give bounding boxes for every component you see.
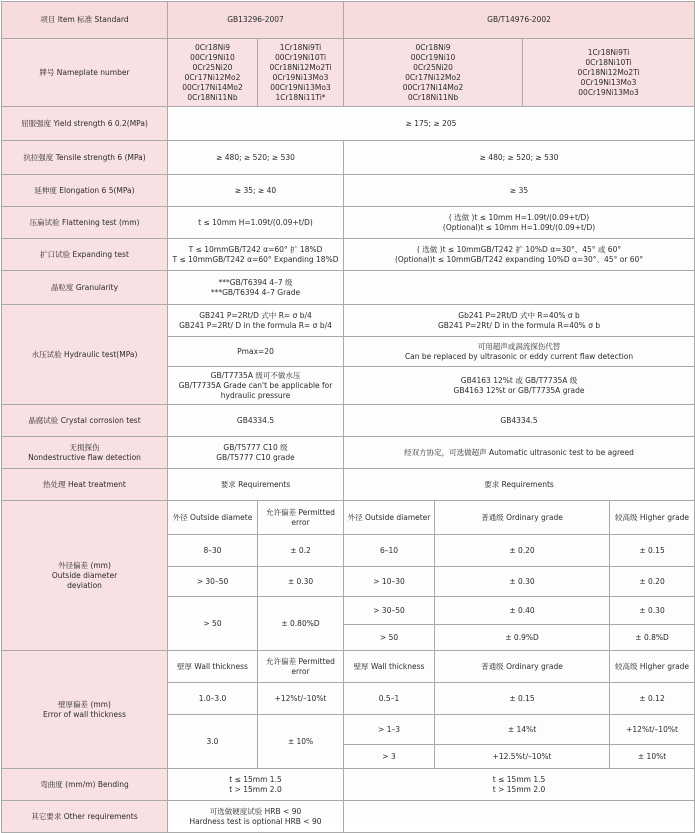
tensile-label: 抗拉强度 Tensile strength 6 (MPa) (2, 141, 168, 175)
wall-gb1-tol: +12%t/–10%t (258, 683, 344, 715)
hydraulic-gb1-pmax: Pmax=20 (168, 337, 344, 367)
wall-gb1-tol: ± 10% (258, 715, 344, 769)
wall-gb2-higher-header: 较高级 Higher grade (610, 651, 695, 683)
heat-gb2: 要求 Requirements (344, 469, 695, 501)
od-gb2-higher: ± 0.30 (610, 597, 695, 625)
flattening-row (2, 207, 695, 239)
other-gb2 (344, 801, 695, 833)
wall-gb2-size: 0.5–1 (344, 683, 435, 715)
wall-gb2-higher: +12%t/–10%t (610, 715, 695, 745)
wall-label: 壁厚偏差 (mm) Error of wall thickness (2, 651, 168, 769)
heat-label: 热处理 Heat treatment (2, 469, 168, 501)
bending-row (2, 769, 695, 801)
nameplate-row (2, 39, 695, 107)
gb1-grades-a: 0Cr18Ni9 00Cr19Ni10 0Cr25Ni20 0Cr17Ni12Mo2 00Cr17Ni14Mo2 0Cr18Ni11Nb (168, 39, 258, 107)
hydraulic-gb1-note: GB/T7735A 级可不做水压 GB/T7735A Grade can't be applicable for hydraulic pressure (168, 367, 344, 405)
other-gb1: 可选做硬度试验 HRB < 90 Hardness test is optional HRB < 90 (168, 801, 344, 833)
crystal-label: 晶腐试验 Crystal corrosion test (2, 405, 168, 437)
od-gb2-higher: ± 0.8%D (610, 625, 695, 651)
gb2-grades-b: 1Cr18Ni9Ti 0Cr18Ni10Ti 0Cr18Ni12Mo2Ti 0Cr19Ni13Mo3 00Cr19Ni13Mo3 (523, 39, 695, 107)
od-gb2-ordinary: ± 0.30 (435, 567, 610, 597)
standard-1-header: GB13296-2007 (168, 2, 344, 39)
expanding-label: 扩口试验 Expanding test (2, 239, 168, 271)
crystal-row (2, 405, 695, 437)
wall-gb2-size: > 1–3 (344, 715, 435, 745)
heat-gb1: 要求 Requirements (168, 469, 344, 501)
item-standard-header: 项目 Item 标准 Standard (2, 2, 168, 39)
wall-gb2-ordinary: ± 0.15 (435, 683, 610, 715)
od-gb2-ordinary-header: 普通级 Ordinary grade (435, 501, 610, 535)
yield-value: ≥ 175; ≥ 205 (168, 107, 695, 141)
granularity-gb2 (344, 271, 695, 305)
header-row (2, 2, 695, 39)
od-gb1-size-header: 外径 Outside diamete (168, 501, 258, 535)
yield-row (2, 107, 695, 141)
granularity-gb1: ***GB/T6394 4–7 级 ***GB/T6394 4–7 Grade (168, 271, 344, 305)
hydraulic-gb2-note: GB4163 12%t 或 GB/T7735A 级 GB4163 12%t or GB/T7735A grade (344, 367, 695, 405)
flattening-gb1: t ≤ 10mm H=1.09t/(0.09+t/D) (168, 207, 344, 239)
other-label: 其它要求 Other requirements (2, 801, 168, 833)
wall-gb1-size: 1.0–3.0 (168, 683, 258, 715)
od-gb2-ordinary: ± 0.9%D (435, 625, 610, 651)
heat-row (2, 469, 695, 501)
od-gb2-size: 6–10 (344, 535, 435, 567)
granularity-label: 晶粒度 Granularity (2, 271, 168, 305)
flattening-label: 压扁试验 Flattening test (mm) (2, 207, 168, 239)
flattening-gb2: ( 选做 )t ≤ 10mm H=1.09t/(0.09+t/D) (Optional)t ≤ 10mm H=1.09t/(0.09+t/D) (344, 207, 695, 239)
od-header-row (2, 501, 695, 535)
od-gb1-tol: ± 0.2 (258, 535, 344, 567)
wall-gb2-higher: ± 10%t (610, 745, 695, 769)
wall-gb1-size: 3.0 (168, 715, 258, 769)
od-gb2-size: > 50 (344, 625, 435, 651)
wall-gb2-size-header: 壁厚 Wall thickness (344, 651, 435, 683)
bending-label: 弯曲度 (mm/m) Bending (2, 769, 168, 801)
crystal-gb1: GB4334.5 (168, 405, 344, 437)
bending-gb2: t ≤ 15mm 1.5 t > 15mm 2.0 (344, 769, 695, 801)
od-gb2-size: > 30–50 (344, 597, 435, 625)
wall-gb2-ordinary-header: 普通级 Ordinary grade (435, 651, 610, 683)
expanding-gb1: T ≤ 10mmGB/T242 α=60° 扩 18%D T ≤ 10mmGB/T242 α=60° Expanding 18%D (168, 239, 344, 271)
tensile-row (2, 141, 695, 175)
standard-2-header: GB/T14976-2002 (344, 2, 695, 39)
od-gb2-size: > 10–30 (344, 567, 435, 597)
wall-gb1-size-header: 壁厚 Wall thickness (168, 651, 258, 683)
tensile-gb2: ≥ 480; ≥ 520; ≥ 530 (344, 141, 695, 175)
od-gb1-tol: ± 0.80%D (258, 597, 344, 651)
wall-gb1-tol-header: 允许偏差 Permitted error (258, 651, 344, 683)
hydraulic-label: 水压试验 Hydraulic test(MPa) (2, 305, 168, 405)
elongation-label: 延伸度 Elongation 6 5(MPa) (2, 175, 168, 207)
od-gb1-tol-header: 允许偏差 Permitted error (258, 501, 344, 535)
od-gb2-size-header: 外径 Outside diameter (344, 501, 435, 535)
hydraulic-gb1-formula: GB241 P=2Rt/D 式中 R= σ b/4 GB241 P=2Rt/ D in the formula R= σ b/4 (168, 305, 344, 337)
elongation-gb2: ≥ 35 (344, 175, 695, 207)
granularity-row (2, 271, 695, 305)
bending-gb1: t ≤ 15mm 1.5 t > 15mm 2.0 (168, 769, 344, 801)
od-gb2-higher: ± 0.20 (610, 567, 695, 597)
expanding-row (2, 239, 695, 271)
ndt-gb2: 经双方协定，可选做超声 Automatic ultrasonic test to be agreed (344, 437, 695, 469)
od-gb1-size: > 50 (168, 597, 258, 651)
spec-table (1, 1, 695, 833)
ndt-label: 无损探伤 Nondestructive flaw detection (2, 437, 168, 469)
tensile-gb1: ≥ 480; ≥ 520; ≥ 530 (168, 141, 344, 175)
nameplate-label: 牌号 Nameplate number (2, 39, 168, 107)
wall-gb2-ordinary: +12.5%t/–10%t (435, 745, 610, 769)
expanding-gb2: ( 选做 )t ≤ 10mmGB/T242 扩 10%D α=30°、45° 或 60° (Optional)t ≤ 10mmGB/T242 expanding 10%D α=30°、45° or 60° (344, 239, 695, 271)
od-gb1-tol: ± 0.30 (258, 567, 344, 597)
hydraulic-gb2-replace: 可用超声或涡流探伤代替 Can be replaced by ultrasonic or eddy current flaw detection (344, 337, 695, 367)
wall-header-row (2, 651, 695, 683)
od-label: 外径偏差 (mm) Outside diameter deviation (2, 501, 168, 651)
od-gb2-higher-header: 较高级 Higher grade (610, 501, 695, 535)
od-gb1-size: 8–30 (168, 535, 258, 567)
wall-gb2-ordinary: ± 14%t (435, 715, 610, 745)
od-gb1-size: > 30–50 (168, 567, 258, 597)
wall-gb2-higher: ± 0.12 (610, 683, 695, 715)
elongation-gb1: ≥ 35; ≥ 40 (168, 175, 344, 207)
gb2-grades-a: 0Cr18Ni9 00Cr19Ni10 0Cr25Ni20 0Cr17Ni12Mo2 00Cr17Ni14Mo2 0Cr18Ni11Nb (344, 39, 523, 107)
ndt-row (2, 437, 695, 469)
ndt-gb1: GB/T5777 C10 级 GB/T5777 C10 grade (168, 437, 344, 469)
elongation-row (2, 175, 695, 207)
gb1-grades-b: 1Cr18Ni9Ti 00Cr19Ni10Ti 0Cr18Ni12Mo2Ti 0Cr19Ni13Mo3 00Cr19Ni13Mo3 1Cr18Ni11Ti* (258, 39, 344, 107)
od-gb2-ordinary: ± 0.40 (435, 597, 610, 625)
hydraulic-row-1 (2, 305, 695, 337)
crystal-gb2: GB4334.5 (344, 405, 695, 437)
hydraulic-gb2-formula: Gb241 P=2Rt/D 式中 R=40% σ b GB241 P=2Rt/ D in the formula R=40% σ b (344, 305, 695, 337)
other-row (2, 801, 695, 833)
od-gb2-ordinary: ± 0.20 (435, 535, 610, 567)
yield-label: 屈服强度 Yield strength 6 0.2(MPa) (2, 107, 168, 141)
wall-gb2-size: > 3 (344, 745, 435, 769)
od-gb2-higher: ± 0.15 (610, 535, 695, 567)
